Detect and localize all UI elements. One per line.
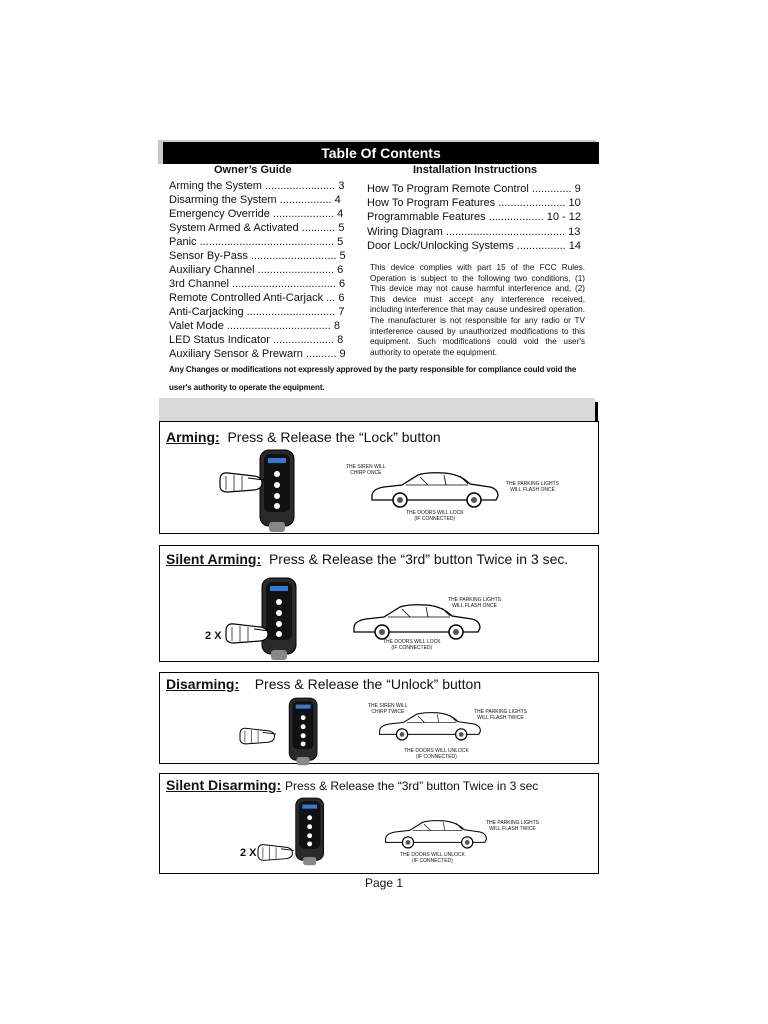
owners-guide-item: Sensor By-Pass ............................ 5 xyxy=(169,250,346,262)
silent-disarming-doors-text: THE DOORS WILL UNLOCK (IF CONNECTED) xyxy=(400,852,465,864)
silent-arming-desc: Press & Release the “3rd” button Twice in 3 sec. xyxy=(268,551,569,567)
silent-arming-car-illustration xyxy=(352,604,482,640)
silent-arming-times: 2 X xyxy=(205,630,222,642)
installation-list xyxy=(367,182,581,253)
arming-title-row xyxy=(166,429,441,445)
silent-disarming-desc: Press & Release the “3rd” button Twice in 3 sec xyxy=(285,779,539,793)
disarming-doors-text: THE DOORS WILL UNLOCK (IF CONNECTED) xyxy=(404,748,469,760)
owners-guide-item: Auxiliary Channel ......................... 6 xyxy=(169,264,344,276)
owners-guide-item: Remote Controlled Anti-Carjack ... 6 xyxy=(169,292,345,304)
modification-notice: Any Changes or modifications not expressly approved by the party responsible for compliance could void the user's authority to operate the equipment. xyxy=(169,365,577,392)
silent-arming-title: Silent Arming: xyxy=(166,551,262,567)
installation-item: Wiring Diagram ....................................... 13 xyxy=(367,225,581,238)
silent-disarming-title: Silent Disarming: xyxy=(166,777,282,793)
owners-guide-item: Anti-Carjacking ............................. 7 xyxy=(169,306,345,318)
divider-edge xyxy=(595,402,598,421)
disarming-title-row xyxy=(166,676,481,692)
disarming-remote-illustration xyxy=(240,698,320,768)
disarming-lights-text: THE PARKING LIGHTS WILL FLASH TWICE xyxy=(474,709,527,721)
installation-heading: Installation Instructions xyxy=(413,164,538,176)
owners-guide-item: 3rd Channel .................................. 6 xyxy=(169,278,346,290)
owners-guide-list xyxy=(169,179,346,361)
arming-doors-text: THE DOORS WILL LOCK (IF CONNECTED) xyxy=(406,510,464,522)
owners-guide-item: Panic ............................................ 5 xyxy=(169,236,344,248)
toc-title: Table Of Contents xyxy=(163,142,599,164)
arming-car-illustration xyxy=(370,472,500,508)
section-divider-bar xyxy=(159,398,595,421)
arming-remote-illustration xyxy=(220,450,300,540)
silent-disarming-lights-text: THE PARKING LIGHTS WILL FLASH TWICE xyxy=(486,820,539,832)
owners-guide-item: LED Status Indicator .................... 8 xyxy=(169,334,344,346)
arming-siren-text: THE SIREN WILL CHIRP ONCE xyxy=(346,464,386,476)
owners-guide-item: Auxiliary Sensor & Prewarn .......... 9 xyxy=(169,348,346,360)
arming-title: Arming: xyxy=(166,429,220,445)
owners-guide-item: Arming the System ....................... 3 xyxy=(169,180,345,192)
installation-item: Programmable Features .................. 10 - 12 xyxy=(367,211,581,224)
owners-guide-item: System Armed & Activated ........... 5 xyxy=(169,222,345,234)
silent-arming-title-row xyxy=(166,551,568,567)
silent-disarming-times: 2 X xyxy=(240,847,257,859)
silent-arming-lights-text: THE PARKING LIGHTS WILL FLASH ONCE xyxy=(448,597,501,609)
silent-disarming-remote-illustration xyxy=(258,798,338,878)
installation-item: How To Program Features ...................... 10 xyxy=(367,197,581,210)
owners-guide-item: Emergency Override .................... 4 xyxy=(169,208,344,220)
disarming-siren-text: THE SIREN WILL CHIRP TWICE xyxy=(368,703,408,715)
disarming-title: Disarming: xyxy=(166,676,240,692)
fcc-statement: This device complies with part 15 of the FCC Rules. Operation is subject to the following two conditions, (1) This device may not cause harmful interference and, (2) This device must accept any interference received, including interference that may cause undesired operation. The manufacturer is not responsible for any radio or TV interference caused by unauthorized modifications to this equipment. Such modifications could void the user's authority to operate the equipment. xyxy=(370,263,585,357)
installation-item: Door Lock/Unlocking Systems ................ 14 xyxy=(367,239,581,252)
arming-desc: Press & Release the “Lock” button xyxy=(227,429,441,445)
disarming-desc: Press & Release the “Unlock” button xyxy=(254,676,482,692)
owners-guide-item: Disarming the System ................. 4 xyxy=(169,194,341,206)
owners-guide-item: Valet Mode .................................. 8 xyxy=(169,320,340,332)
page-number: Page 1 xyxy=(364,876,404,890)
installation-item: How To Program Remote Control ............. 9 xyxy=(367,183,581,195)
silent-disarming-title-row xyxy=(166,777,538,793)
silent-arming-doors-text: THE DOORS WILL LOCK (IF CONNECTED) xyxy=(383,639,441,651)
arming-lights-text: THE PARKING LIGHTS WILL FLASH ONCE xyxy=(506,481,559,493)
owners-guide-heading: Owner’s Guide xyxy=(214,164,292,176)
silent-arming-remote-illustration xyxy=(226,578,306,668)
